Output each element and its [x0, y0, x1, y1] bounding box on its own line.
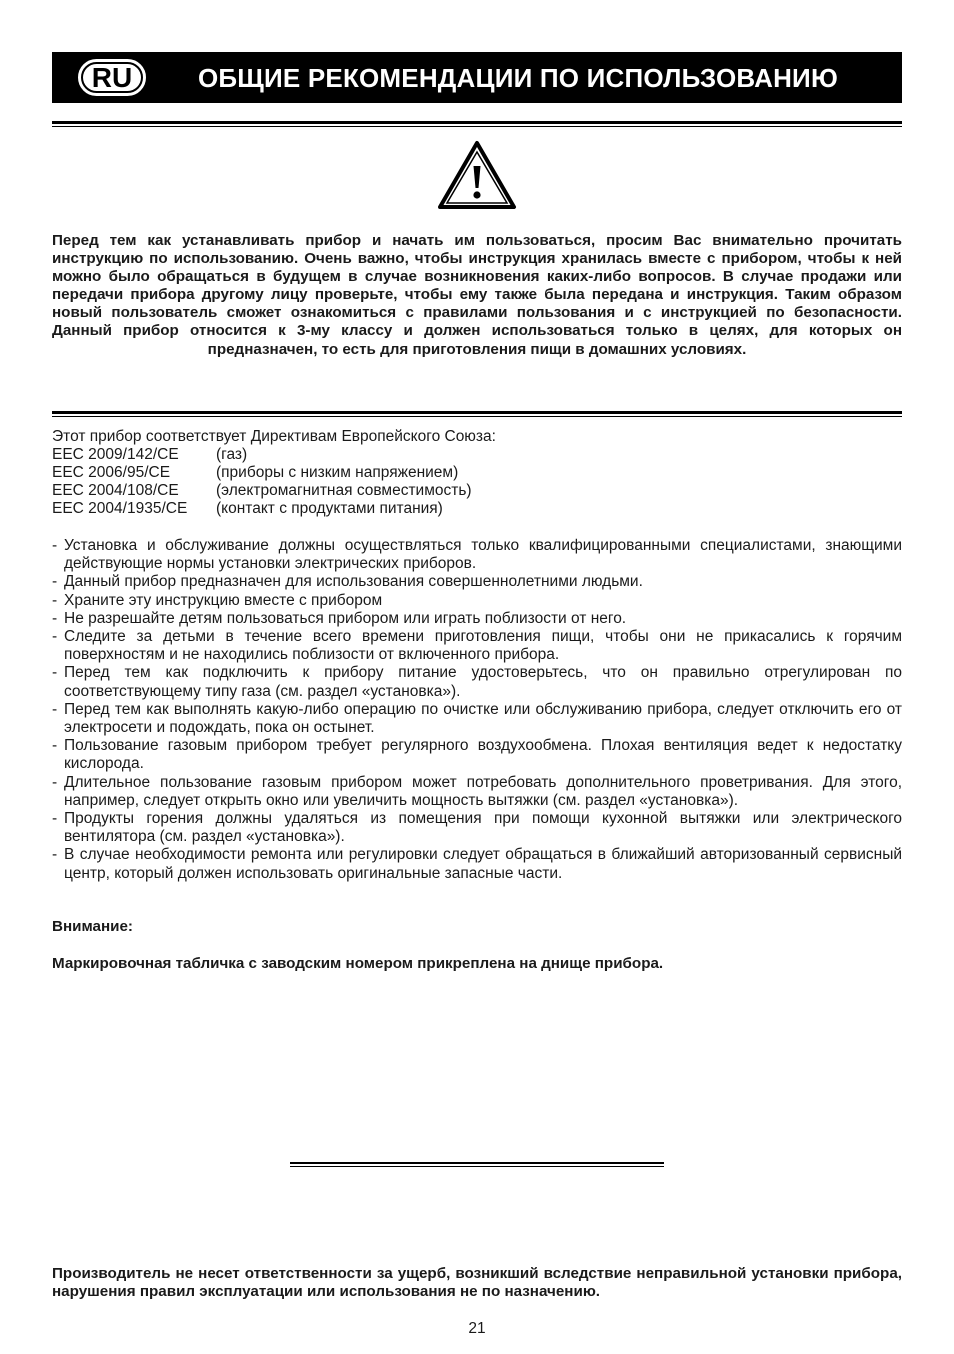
list-item: - Данный прибор предназначен для использования совершеннолетними людьми.	[52, 573, 902, 591]
directive-code: EEC 2006/95/CE	[52, 464, 171, 481]
warning-triangle-icon	[437, 140, 517, 210]
section-header	[52, 52, 902, 103]
list-item: - Пользование газовым прибором требует регулярного воздухообмена. Плохая вентиляция ведет к недостатку кислорода.	[52, 737, 902, 773]
directive-code: EEC 2004/108/CE	[52, 482, 179, 499]
safety-rules-list	[52, 537, 902, 883]
directive-desc: (контакт с продуктами питания)	[216, 500, 443, 517]
rating-plate-note: Маркировочная табличка с заводским номером прикреплена на днище прибора.	[52, 955, 664, 972]
page-title: ОБЩИЕ РЕКОМЕНДАЦИИ ПО ИСПОЛЬЗОВАНИЮ	[198, 63, 838, 93]
list-item: - Перед тем как выполнять какую-либо операцию по очистке или обслуживанию прибора, следует отключить его от электросети и подождать, пока он остынет.	[52, 701, 902, 737]
list-item: - В случае необходимости ремонта или регулировки следует обращаться в ближайший авторизованный сервисный центр, который должен использовать оригинальные запасные части.	[52, 846, 902, 882]
disclaimer-paragraph: Производитель не несет ответственности за ущерб, возникший вследствие неправильной установки прибора, нарушения правил эксплуатации или использования не по назначению.	[52, 1265, 902, 1301]
directive-desc: (приборы с низким напряжением)	[216, 464, 459, 481]
directive-code: EEC 2009/142/CE	[52, 446, 179, 463]
list-item: - Храните эту инструкцию вместе с прибором	[52, 592, 902, 610]
list-item: - Установка и обслуживание должны осуществляться только квалифицированными специалистами, знающими действующие нормы установки электрических приборов.	[52, 537, 902, 573]
attention-label: Внимание:	[52, 918, 133, 935]
page-number: 21	[468, 1320, 486, 1337]
list-item: - Продукты горения должны удаляться из помещения при помощи кухонной вытяжки или электрического вентилятора (см. раздел «установка»).	[52, 810, 902, 846]
list-item: - Перед тем как подключить к прибору питание удостоверьтесь, что он правильно отрегулирован по соответствующему типу газа (см. раздел «установка»).	[52, 664, 902, 700]
intro-paragraph: Перед тем как устанавливать прибор и начать им пользоваться, просим Вас внимательно прочитать инструкцию по использованию. Очень важно, чтобы инструкция хранилась вместе с прибором, чтобы к ней можно было обращаться в будущем в случае возникновения каких-либо вопросов. В случае продажи или передачи прибора другому лицу проверьте, чтобы ему также была передана и инструкция. Таким образом новый пользователь сможет ознакомиться с правилами пользования и с инструкцией по безопасности. Данный прибор относится к 3-му классу и должен использоваться только в целях, для которых он предназначен, то есть для приготовления пищи в домашних условиях.	[52, 232, 902, 358]
directive-row	[52, 446, 496, 464]
directive-code: EEC 2004/1935/CE	[52, 500, 188, 517]
list-item: - Длительное пользование газовым прибором может потребовать дополнительного проветривания. Для этого, например, следует открыть окно или увеличить мощность вытяжки (см. раздел «установка»).	[52, 774, 902, 810]
top-divider	[52, 121, 902, 127]
eu-directives	[52, 428, 496, 518]
directive-row	[52, 464, 496, 482]
language-code: RU	[91, 61, 133, 93]
language-badge	[78, 59, 146, 96]
directives-heading: Этот прибор соответствует Директивам Европейского Союза:	[52, 428, 496, 445]
short-divider	[290, 1162, 664, 1167]
directive-row	[52, 500, 496, 518]
directive-row	[52, 482, 496, 500]
list-item: - Следите за детьми в течение всего времени приготовления пищи, чтобы они не прикасались к горячим поверхностям и не находились поблизости от включенного прибора.	[52, 628, 902, 664]
list-item: - Не разрешайте детям пользоваться прибором или играть поблизости от него.	[52, 610, 902, 628]
directive-desc: (электромагнитная совместимость)	[216, 482, 472, 499]
directive-desc: (газ)	[216, 446, 248, 463]
middle-divider	[52, 411, 902, 417]
